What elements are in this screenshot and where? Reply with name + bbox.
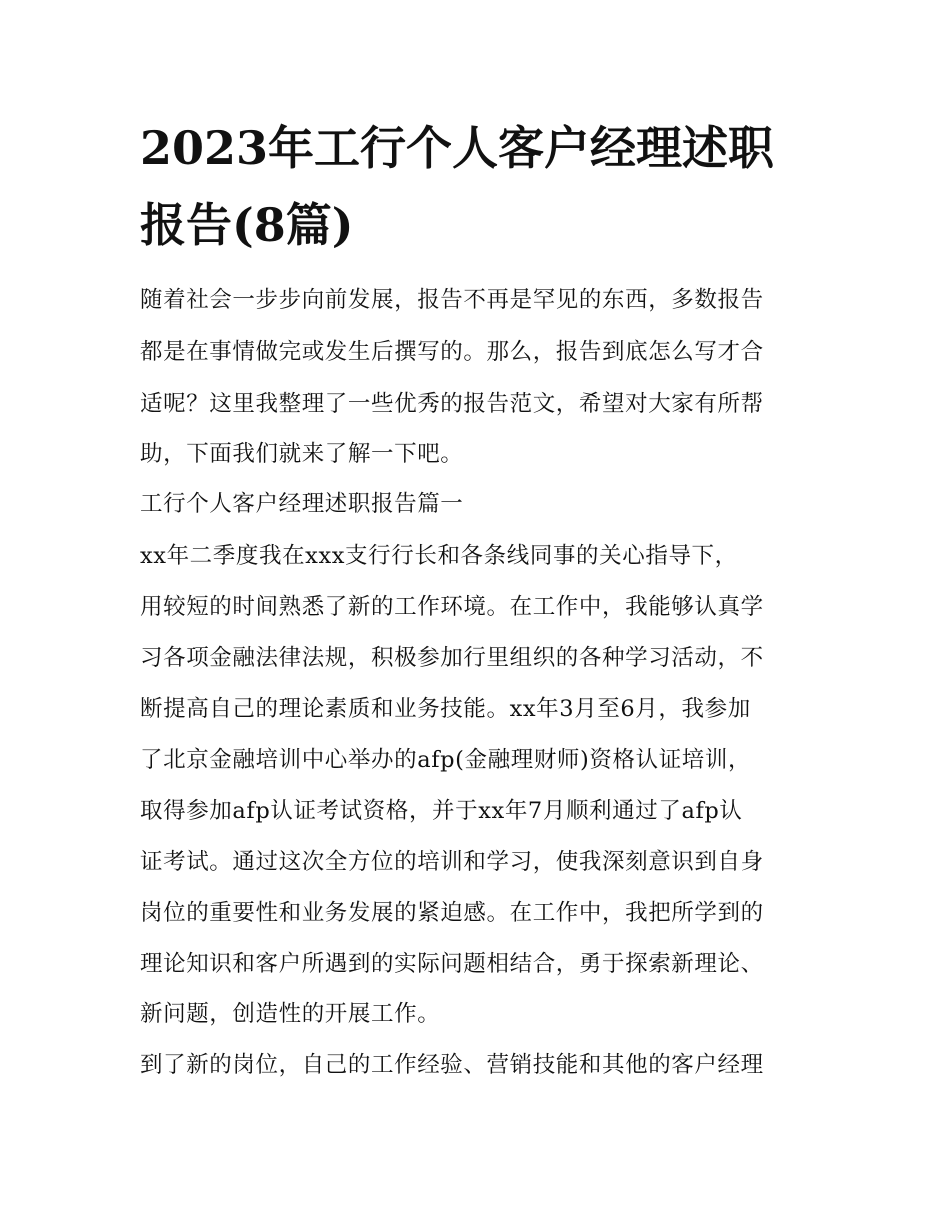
body-line-10: 新问题，创造性的开展工作。 xyxy=(140,1001,441,1027)
body-line-6: 取得参加afp认证考试资格，并于xx年7月顺利通过了afp认 xyxy=(140,798,743,824)
body-line-1: xx年二季度我在xxx支行行长和各条线同事的关心指导下， xyxy=(140,543,738,569)
intro-line-3: 适呢？这里我整理了一些优秀的报告范文，希望对大家有所帮 xyxy=(140,391,764,417)
body-line-2: 用较短的时间熟悉了新的工作环境。在工作中，我能够认真学 xyxy=(140,594,764,620)
body-line-4: 断提高自己的理论素质和业务技能。xx年3月至6月，我参加 xyxy=(140,696,751,722)
body-line-7: 证考试。通过这次全方位的培训和学习，使我深刻意识到自身 xyxy=(140,849,764,875)
intro-line-4: 助，下面我们就来了解一下吧。 xyxy=(140,441,464,467)
document-title-line-1: 2023年工行个人客户经理述职 xyxy=(140,121,775,175)
section-heading: 工行个人客户经理述职报告篇一 xyxy=(140,491,464,517)
intro-line-2: 都是在事情做完或发生后撰写的。那么，报告到底怎么写才合 xyxy=(140,339,764,365)
body-line-9: 理论知识和客户所遇到的实际问题相结合，勇于探索新理论、 xyxy=(140,951,764,977)
body-line-5: 了北京金融培训中心举办的afp(金融理财师)资格认证培训， xyxy=(140,747,752,773)
body-line-8: 岗位的重要性和业务发展的紧迫感。在工作中，我把所学到的 xyxy=(140,900,764,926)
body-line-3: 习各项金融法律法规，积极参加行里组织的各种学习活动，不 xyxy=(140,645,764,671)
document-title-line-2: 报告(8篇) xyxy=(140,198,354,252)
intro-line-1: 随着社会一步步向前发展，报告不再是罕见的东西，多数报告 xyxy=(140,287,764,313)
body-line-11: 到了新的岗位，自己的工作经验、营销技能和其他的客户经理 xyxy=(140,1052,764,1078)
